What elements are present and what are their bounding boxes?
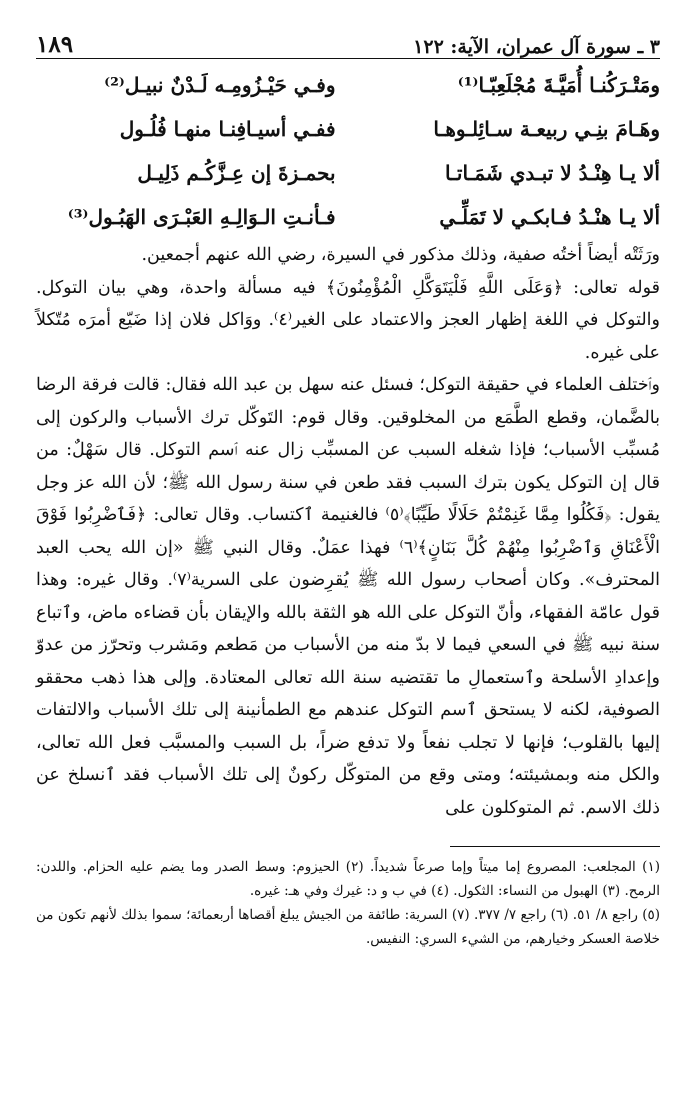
hemistich-second: وفـي حَيْـزُومِـه لَـدْنٌ نبيـل⁽²⁾ (104, 73, 336, 97)
body-text (36, 239, 660, 824)
poem-verse (36, 151, 660, 195)
paragraph: ورَثَتْه أيضاً أختُه صفية، وذلك مذكور في السيرة، رضي الله عنهم أجمعين. (141, 245, 660, 265)
running-title: ٣ ـ سورة آل عمران، الآية: ١٢٢ (413, 36, 660, 58)
hemistich-second: ففـي أسيـافِنـا منهـا فُلُـول (119, 117, 336, 141)
footnote-divider (450, 846, 660, 847)
footnote-line: (١) المجلعب: المصروع إما ميتاً وإما صرعاً شديداً. (٢) الحيزوم: وسط الصدر وما يضم عليه الحزام. واللدن: الرمح. (٣) الهبول من النساء: الثكول. (٤) في ب و د: غيرك وفي هـ: غيره. (36, 859, 660, 899)
hemistich-second: فـأنـتِ الـوَالِـهِ العَبْـرَى الهَبُـول⁽³⁾ (67, 205, 336, 229)
paragraph: وٱختلف العلماء في حقيقة التوكل؛ فسئل عنه سهل بن عبد الله فقال: قالت فرقة الرضا بالضَّمان، وقطع الطَّمَع من المخلوقين. وقال قوم: التَوكّل ترك الأسباب والركون إلى مُسبِّب الأسباب؛ فإذا شغله السبب عن المسبِّب زال عنه ٱسم التوكل. قال سَهْلٌ: من قال إن التوكل يكون بترك السبب فقد طعن في سنة رسول الله ﷺ؛ لأن الله عز وجل يقول: ﴿فَكُلُوا مِمَّا غَنِمْتُمْ حَلَالًا طَيِّبًا﴾⁽٥⁾ فالغنيمة ٱكتساب. وقال تعالى: ﴿فَٱضْرِبُوا فَوْقَ الْأَعْنَاقِ وَٱضْرِبُوا مِنْهُمْ كُلَّ بَنَانٍ﴾⁽٦⁾ فهذا عمَلٌ. وقال النبي ﷺ «إن الله يحب العبد المحترف». وكان أصحاب رسول الله ﷺ يُقرِضون على السرية⁽٧⁾. وقال غيره: وهذا قول عامّة الفقهاء، وأنّ التوكل على الله هو الثقة بالله والإيقان بأن قضاءه ماض، وٱتباع سنة نبيه ﷺ في السعي فيما لا بدّ منه من الأسباب من مَطعم ومَشرب وتحرّز من عدوّ وإعدادِ الأسلحة وٱستعمالِ ما تقتضيه سنة الله تعالى المعتادة. وإلى هذا ذهب محققو الصوفية، لكنه لا يستحق ٱسم التوكل عندهم مع الطمأنينة إلى تلك الأسباب والالتفات إليها بالقلوب؛ فإنها لا تجلب نفعاً ولا تدفع ضراً، بل السبب والمسبَّب فعل الله تعالى، والكل منه وبمشيئته؛ ومتى وقع من المتوكّل ركونٌ إلى تلك الأسباب فقد ٱنسلخ عن ذلك الاسم. ثم المتوكلون على (36, 375, 661, 818)
poem (36, 63, 660, 239)
hemistich-first: وهَـامَ بنِـي ربيعـة سـائِلـوهـا (433, 117, 660, 141)
hemistich-second: بحمـزةَ إن عِـزَّكُـم ذَلِيـل (137, 161, 336, 185)
hemistich-first: ومَتْـرَكُنـا أُمَيَّـةَ مُجْلَعِبّـا⁽¹⁾ (457, 73, 660, 97)
page-header (36, 22, 660, 59)
hemistich-first: ألا يـا هِنْـدُ لا تبـدي شَمَـاتـا (444, 161, 660, 185)
footnote-line: (٥) راجع ٨/ ٥١. (٦) راجع ٧/ ٣٧٧. (٧) السرية: طائفة من الجيش يبلغ أقصاها أربعمائة؛ سموا بذلك لأنهم تكون من خلاصة العسكر وخيارهم، من الشيء السري: النفيس. (36, 907, 661, 947)
page-number: ١٨٩ (36, 31, 74, 58)
poem-verse (36, 195, 660, 239)
paragraph: قوله تعالى: ﴿وَعَلَى اللَّهِ فَلْيَتَوَكَّلِ الْمُؤْمِنُونَ﴾ فيه مسألة واحدة، وهي بيان التوكل. والتوكل في اللغة إظهار العجز والاعتماد على الغير⁽٤⁾. ووَاكل فلان إذا ضَيّع أمرَه مُتّكلاً على غيره. (36, 277, 660, 363)
hemistich-first: ألا يـا هنْـدُ فـابكـي لا تَمَلِّـي (439, 205, 660, 229)
poem-verse (36, 63, 660, 107)
footnotes (36, 855, 660, 951)
poem-verse (36, 107, 660, 151)
